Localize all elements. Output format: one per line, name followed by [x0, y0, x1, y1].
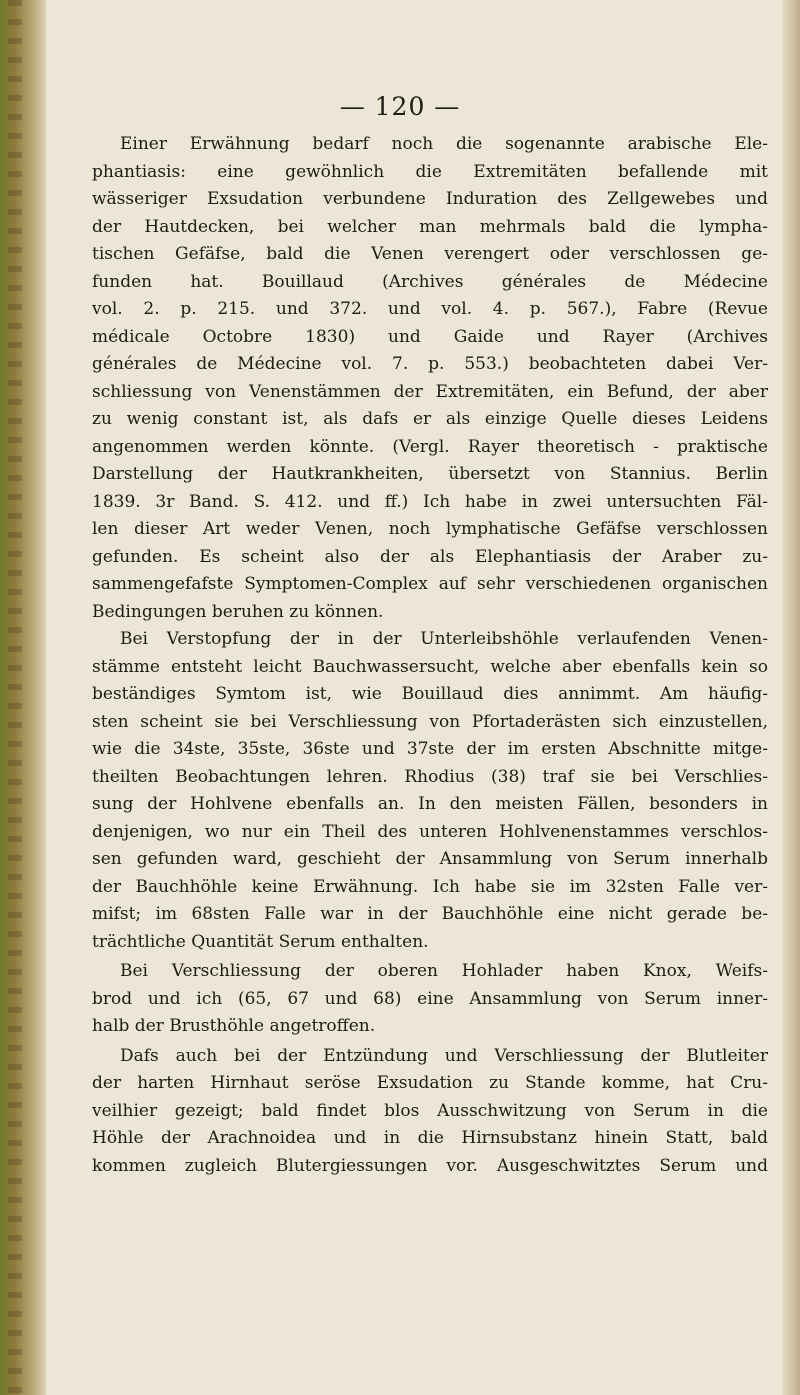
- page-number: — 120 —: [339, 92, 461, 121]
- text-line: angenommen werden könnte. (Vergl. Rayer theoretisch - praktische: [92, 436, 768, 457]
- text-line: Bei Verschliessung der oberen Hohlader haben Knox, Weifs-: [120, 961, 768, 981]
- text-line: Höhle der Arachnoidea und in die Hirnsubstanz hinein Statt, bald: [92, 1128, 768, 1148]
- text-line: der Bauchhöhle keine Erwähnung. Ich habe sie im 32sten Falle ver-: [92, 876, 768, 897]
- text-line: Bei Verstopfung der in der Unterleibshöhle verlaufenden Venen-: [120, 629, 768, 649]
- text-line: kommen zugleich Blutergiessungen vor. Ausgeschwitztes Serum und: [92, 1155, 768, 1176]
- text-line: sten scheint sie bei Verschliessung von Pfortaderästen sich einzustellen,: [92, 711, 768, 732]
- text-line: Bedingungen beruhen zu können.: [92, 601, 384, 622]
- text-line: schliessung von Venenstämmen der Extremitäten, ein Befund, der aber: [92, 381, 768, 402]
- text-line: trächtliche Quantität Serum enthalten.: [92, 931, 429, 952]
- text-line: der harten Hirnhaut seröse Exsudation zu Stande komme, hat Cru-: [92, 1073, 768, 1093]
- text-line: theilten Beobachtungen lehren. Rhodius (38) traf sie bei Verschlies-: [92, 766, 768, 787]
- text-line: vol. 2. p. 215. und 372. und vol. 4. p. 567.), Fabre (Revue: [92, 299, 768, 319]
- text-line: médicale Octobre 1830) und Gaide und Rayer (Archives: [92, 326, 768, 347]
- body-text: [92, 131, 768, 1180]
- text-line: stämme entsteht leicht Bauchwassersucht, welche aber ebenfalls kein so: [92, 656, 768, 677]
- text-line: denjenigen, wo nur ein Theil des unteren Hohlvenenstammes verschlos-: [92, 821, 768, 842]
- text-line: sen gefunden ward, geschieht der Ansammlung von Serum innerhalb: [92, 849, 768, 869]
- text-line: Dafs auch bei der Entzündung und Verschliessung der Blutleiter: [120, 1045, 768, 1066]
- text-line: gefunden. Es scheint also der als Elephantiasis der Araber zu-: [92, 546, 768, 567]
- text-line: veilhier gezeigt; bald findet blos Ausschwitzung von Serum in die: [92, 1100, 768, 1121]
- text-line: halb der Brusthöhle angetroffen.: [92, 1016, 376, 1036]
- text-line: brod und ich (65, 67 und 68) eine Ansammlung von Serum inner-: [92, 988, 768, 1009]
- book-binding: [0, 0, 46, 1395]
- text-line: phantiasis: eine gewöhnlich die Extremitäten befallende mit: [92, 161, 768, 182]
- text-line: beständiges Symtom ist, wie Bouillaud dies annimmt. Am häufig-: [92, 684, 768, 704]
- text-line: générales de Médecine vol. 7. p. 553.) beobachteten dabei Ver-: [92, 354, 768, 374]
- text-line: sammengefafste Symptomen-Complex auf sehr verschiedenen organischen: [92, 574, 768, 594]
- text-line: sung der Hohlvene ebenfalls an. In den meisten Fällen, besonders in: [92, 794, 768, 814]
- text-line: Einer Erwähnung bedarf noch die sogenannte arabische Ele-: [120, 134, 768, 154]
- text-line: wie die 34ste, 35ste, 36ste und 37ste der im ersten Abschnitte mitge-: [92, 739, 768, 759]
- text-line: len dieser Art weder Venen, noch lymphatische Gefäfse verschlossen: [92, 519, 768, 539]
- text-line: der Hautdecken, bei welcher man mehrmals bald die lympha-: [92, 216, 768, 237]
- text-line: wässeriger Exsudation verbundene Induration des Zellgewebes und: [92, 189, 768, 209]
- text-line: funden hat. Bouillaud (Archives générales de Médecine: [92, 271, 768, 292]
- text-line: tischen Gefäfse, bald die Venen verengert oder verschlossen ge-: [92, 244, 768, 264]
- text-line: Darstellung der Hautkrankheiten, übersetzt von Stannius. Berlin: [92, 464, 768, 484]
- page-edge: [782, 0, 800, 1395]
- text-line: 1839. 3r Band. S. 412. und ff.) Ich habe in zwei untersuchten Fäl-: [92, 491, 768, 512]
- text-line: zu wenig constant ist, als dafs er als einzige Quelle dieses Leidens: [92, 409, 768, 429]
- text-line: mifst; im 68sten Falle war in der Bauchhöhle eine nicht gerade be-: [92, 904, 768, 924]
